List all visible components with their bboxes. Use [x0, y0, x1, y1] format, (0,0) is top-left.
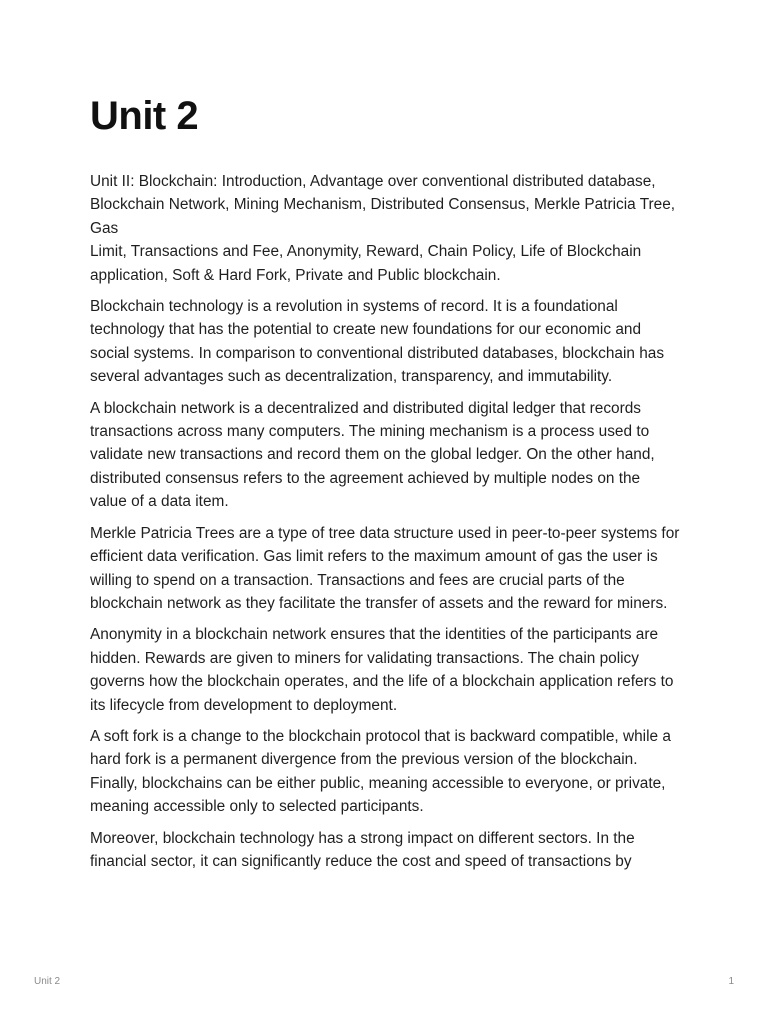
syllabus-line: Unit II: Blockchain: Introduction, Advantage over conventional distributed database,: [90, 173, 656, 190]
syllabus-line: Blockchain Network, Mining Mechanism, Distributed Consensus, Merkle Patricia Tree, Gas: [90, 196, 676, 237]
body-paragraph: Moreover, blockchain technology has a strong impact on different sectors. In the financial sector, it can significantly reduce the cost and speed of transactions by: [90, 829, 635, 870]
body-paragraph: A soft fork is a change to the blockchain protocol that is backward compatible, while a hard fork is a permanent divergence from the previous version of the blockchain. Finally, blockchains can be either public, meaning accessible to everyone, or private, meaning accessible only to selected participants.: [90, 727, 671, 816]
document-body: [90, 170, 680, 881]
body-paragraph: Blockchain technology is a revolution in systems of record. It is a foundational technology that has the potential to create new foundations for our economic and social systems. In comparison to conventional distributed databases, blockchain has several advantages such as decentralization, transparency, and immutability.: [90, 298, 665, 386]
page-title: Unit 2: [90, 94, 199, 138]
syllabus-line: Limit, Transactions and Fee, Anonymity, Reward, Chain Policy, Life of Blockchain application, Soft & Hard Fork, Private and Public blockchain.: [90, 243, 642, 284]
footer-document-title: Unit 2: [34, 976, 61, 987]
syllabus-paragraph: [90, 170, 680, 287]
body-paragraph: Merkle Patricia Trees are a type of tree data structure used in peer-to-peer systems for efficient data verification. Gas limit refers to the maximum amount of gas the user is willing to spend on a transaction. Transactions and fees are crucial parts of the blockchain network as they facilitate the transfer of assets and the reward for miners.: [90, 524, 680, 612]
footer-page-number: 1: [728, 976, 734, 987]
body-paragraph: Anonymity in a blockchain network ensures that the identities of the participants are hidden. Rewards are given to miners for validating transactions. The chain policy governs how the blockchain operates, and the life of a blockchain application refers to its lifecycle from development to deployment.: [90, 626, 674, 714]
body-paragraph: A blockchain network is a decentralized and distributed digital ledger that records transactions across many computers. The mining mechanism is a process used to validate new transactions and record them on the global ledger. On the other hand, distributed consensus refers to the agreement achieved by multiple nodes on the value of a data item.: [90, 399, 655, 511]
